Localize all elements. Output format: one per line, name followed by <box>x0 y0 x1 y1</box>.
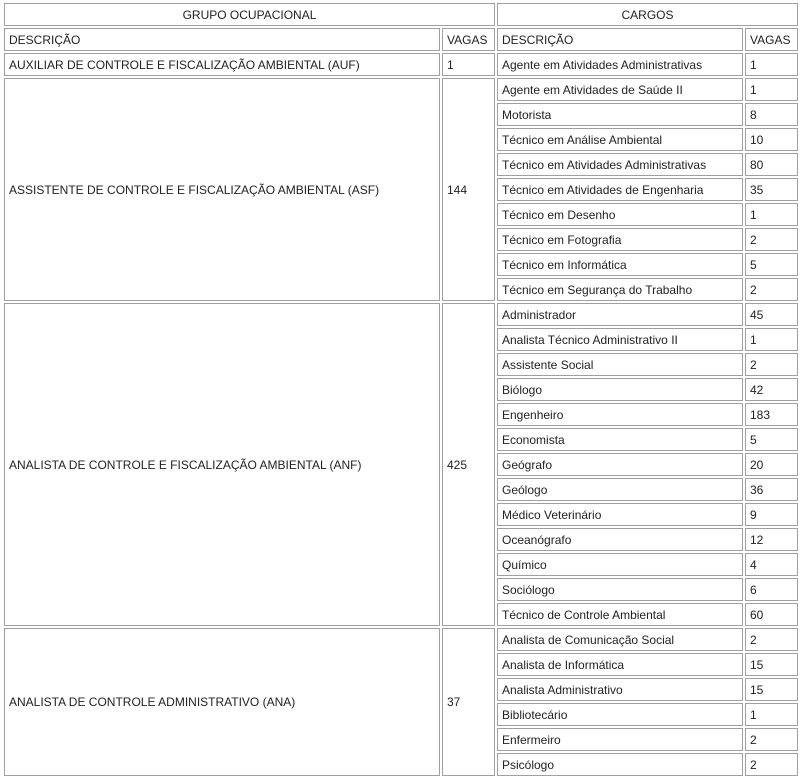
column-header-row <box>4 28 798 51</box>
table-row <box>4 628 798 651</box>
cargo-descricao-cell: Técnico em Segurança do Trabalho <box>497 278 743 301</box>
cargo-descricao-cell: Assistente Social <box>497 353 743 376</box>
cargo-descricao-cell: Médico Veterinário <box>497 503 743 526</box>
cargo-vagas-cell: 1 <box>745 703 798 726</box>
cargo-descricao-cell: Engenheiro <box>497 403 743 426</box>
cargo-vagas-cell: 2 <box>745 228 798 251</box>
cargo-vagas-cell: 35 <box>745 178 798 201</box>
cargo-vagas-cell: 20 <box>745 453 798 476</box>
cargo-descricao-cell: Geólogo <box>497 478 743 501</box>
cargo-descricao-cell: Administrador <box>497 303 743 326</box>
cargo-descricao-cell: Analista de Informática <box>497 653 743 676</box>
grupo-descricao-cell: ANALISTA DE CONTROLE ADMINISTRATIVO (ANA) <box>4 628 440 776</box>
col-header-grupo-vagas: VAGAS <box>442 28 495 51</box>
cargo-vagas-cell: 2 <box>745 628 798 651</box>
cargo-descricao-cell: Técnico em Informática <box>497 253 743 276</box>
table-row <box>4 78 798 101</box>
cargo-descricao-cell: Psicólogo <box>497 753 743 776</box>
cargo-descricao-cell: Oceanógrafo <box>497 528 743 551</box>
cargo-descricao-cell: Técnico de Controle Ambiental <box>497 603 743 626</box>
cargo-vagas-cell: 1 <box>745 328 798 351</box>
cargo-descricao-cell: Enfermeiro <box>497 728 743 751</box>
cargo-vagas-cell: 5 <box>745 428 798 451</box>
cargo-vagas-cell: 8 <box>745 103 798 126</box>
vagas-table <box>2 1 800 778</box>
cargo-descricao-cell: Biólogo <box>497 378 743 401</box>
table-row <box>4 53 798 76</box>
cargo-vagas-cell: 10 <box>745 128 798 151</box>
cargo-descricao-cell: Analista Técnico Administrativo II <box>497 328 743 351</box>
cargo-vagas-cell: 2 <box>745 728 798 751</box>
cargo-vagas-cell: 36 <box>745 478 798 501</box>
cargo-vagas-cell: 9 <box>745 503 798 526</box>
grupo-vagas-cell: 1 <box>442 53 495 76</box>
cargo-descricao-cell: Analista de Comunicação Social <box>497 628 743 651</box>
cargo-vagas-cell: 183 <box>745 403 798 426</box>
cargo-vagas-cell: 60 <box>745 603 798 626</box>
cargo-descricao-cell: Bibliotecário <box>497 703 743 726</box>
group-header-row <box>4 3 798 26</box>
grupo-descricao-cell: ANALISTA DE CONTROLE E FISCALIZAÇÃO AMBIENTAL (ANF) <box>4 303 440 626</box>
cargo-descricao-cell: Químico <box>497 553 743 576</box>
cargo-descricao-cell: Técnico em Atividades de Engenharia <box>497 178 743 201</box>
cargo-vagas-cell: 15 <box>745 678 798 701</box>
cargo-vagas-cell: 2 <box>745 278 798 301</box>
cargo-descricao-cell: Agente em Atividades de Saúde II <box>497 78 743 101</box>
cargo-vagas-cell: 1 <box>745 53 798 76</box>
cargo-descricao-cell: Analista Administrativo <box>497 678 743 701</box>
grupo-vagas-cell: 37 <box>442 628 495 776</box>
table-row <box>4 303 798 326</box>
grupo-vagas-cell: 425 <box>442 303 495 626</box>
cargo-vagas-cell: 2 <box>745 753 798 776</box>
col-header-cargo-vagas: VAGAS <box>745 28 798 51</box>
cargo-descricao-cell: Técnico em Desenho <box>497 203 743 226</box>
cargo-vagas-cell: 42 <box>745 378 798 401</box>
cargo-descricao-cell: Agente em Atividades Administrativas <box>497 53 743 76</box>
header-cargos: CARGOS <box>497 3 798 26</box>
grupo-descricao-cell: ASSISTENTE DE CONTROLE E FISCALIZAÇÃO AMBIENTAL (ASF) <box>4 78 440 301</box>
cargo-vagas-cell: 5 <box>745 253 798 276</box>
cargo-vagas-cell: 12 <box>745 528 798 551</box>
cargo-vagas-cell: 45 <box>745 303 798 326</box>
cargo-descricao-cell: Técnico em Atividades Administrativas <box>497 153 743 176</box>
grupo-vagas-cell: 144 <box>442 78 495 301</box>
cargo-vagas-cell: 6 <box>745 578 798 601</box>
col-header-cargo-descricao: DESCRIÇÃO <box>497 28 743 51</box>
cargo-descricao-cell: Economista <box>497 428 743 451</box>
cargo-vagas-cell: 1 <box>745 78 798 101</box>
cargo-descricao-cell: Geógrafo <box>497 453 743 476</box>
cargo-descricao-cell: Sociólogo <box>497 578 743 601</box>
header-grupo-ocupacional: GRUPO OCUPACIONAL <box>4 3 495 26</box>
cargo-descricao-cell: Técnico em Análise Ambiental <box>497 128 743 151</box>
cargo-vagas-cell: 2 <box>745 353 798 376</box>
table-body <box>4 3 798 776</box>
cargo-vagas-cell: 80 <box>745 153 798 176</box>
cargo-descricao-cell: Motorista <box>497 103 743 126</box>
cargo-vagas-cell: 15 <box>745 653 798 676</box>
cargo-vagas-cell: 1 <box>745 203 798 226</box>
cargo-vagas-cell: 4 <box>745 553 798 576</box>
grupo-descricao-cell: AUXILIAR DE CONTROLE E FISCALIZAÇÃO AMBIENTAL (AUF) <box>4 53 440 76</box>
cargo-descricao-cell: Técnico em Fotografia <box>497 228 743 251</box>
col-header-grupo-descricao: DESCRIÇÃO <box>4 28 440 51</box>
